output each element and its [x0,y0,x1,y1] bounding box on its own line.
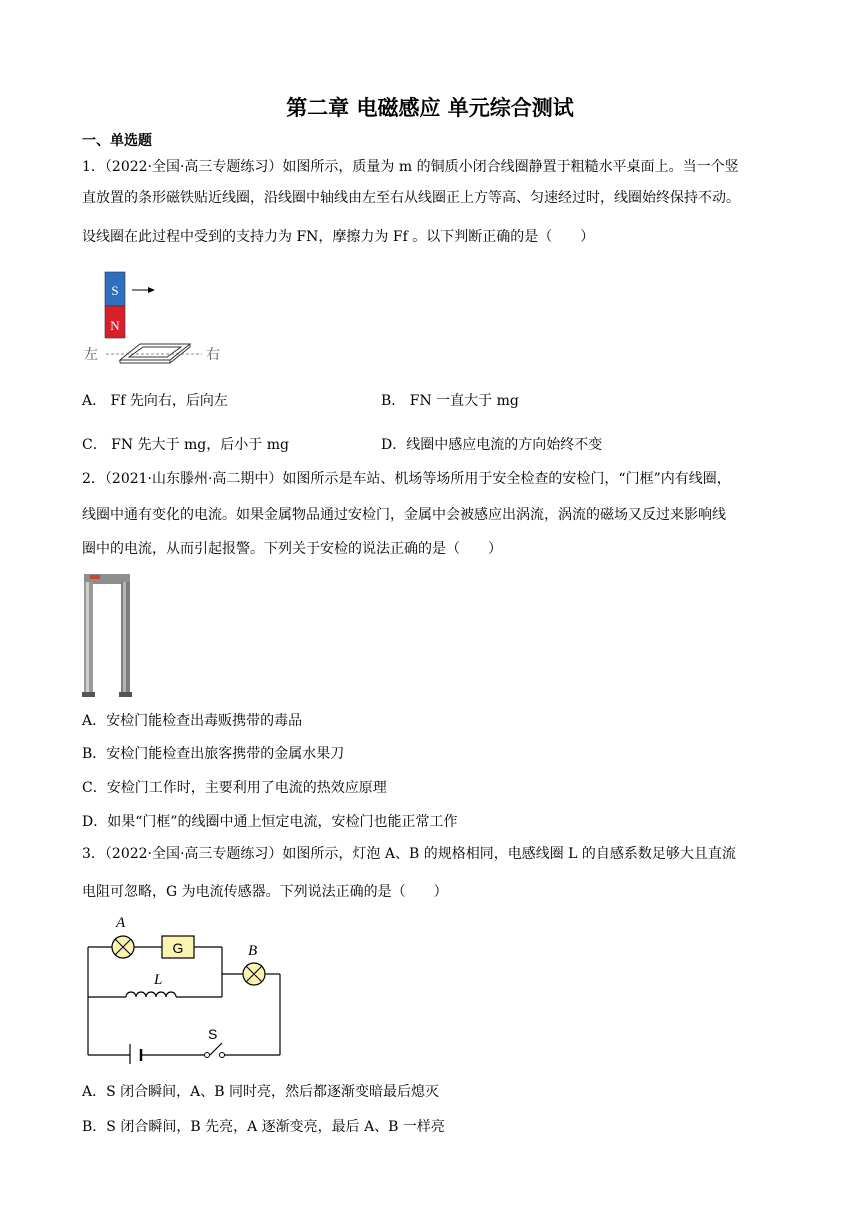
q3-line-1: 3．（2022·全国·高三专题练习）如图所示，灯泡 A、B 的规格相同，电感线圈 L 的自感系数足够大且直流 [82,846,736,862]
section-heading: 一、单选题 [82,133,152,149]
page-title: 第二章 电磁感应 单元综合测试 [286,96,574,120]
right-label: 右 [206,347,220,363]
q1-option-d: D．线圈中感应电流的方向始终不变 [381,437,603,453]
label-l: L [154,972,163,988]
label-g: G [172,940,184,956]
q1-option-c: C． FN 先大于 mg，后小于 mg [82,437,289,453]
q1-magnet-figure [82,268,232,368]
q2-security-gate-image [82,572,134,698]
q2-option-a: A．安检门能检查出毒贩携带的毒品 [82,713,303,729]
q2-option-b: B．安检门能检查出旅客携带的金属水果刀 [82,746,345,762]
q2-line-2: 线圈中通有变化的电流。如果金属物品通过安检门，金属中会被感应出涡流，涡流的磁场又反过来影响线 [82,507,726,523]
q1-option-a: A． Ff 先向右，后向左 [82,393,228,409]
q1-line-1: 1．（2022·全国·高三专题练习）如图所示，质量为 m 的铜质小闭合线圈静置于粗糙水平桌面上。当一个竖 [82,159,739,175]
q3-option-a: A．S 闭合瞬间，A、B 同时亮，然后都逐渐变暗最后熄灭 [82,1084,439,1100]
coil-inner [129,347,181,357]
magnet-s-label: S [111,283,119,298]
q1-line-2: 直放置的条形磁铁贴近线圈，沿线圈中轴线由左至右从线圈正上方等高、匀速经过时，线圈始终保持不动。 [82,190,740,206]
q3-option-b: B．S 闭合瞬间，B 先亮，A 逐渐变亮，最后 A、B 一样亮 [82,1119,445,1135]
coil-outer [120,344,190,360]
q1-line-3: 设线圈在此过程中受到的支持力为 FN，摩擦力为 Ff 。以下判断正确的是（ ） [82,229,595,245]
magnet-n-label: N [110,318,120,333]
q2-line-1: 2．（2021·山东滕州·高二期中）如图所示是车站、机场等场所用于安全检查的安检门，“门框”内有线圈， [82,471,731,487]
label-b: B [248,943,258,959]
q1-option-b: B． FN 一直大于 mg [381,393,519,409]
left-label: 左 [84,347,98,363]
q2-line-3: 圈中的电流，从而引起报警。下列关于安检的说法正确的是（ ） [82,541,502,557]
label-s: S [208,1026,218,1042]
label-a: A [116,915,126,931]
q3-circuit-diagram [82,912,287,1064]
q2-option-c: C．安检门工作时，主要利用了电流的热效应原理 [82,780,387,796]
q3-line-2: 电阻可忽略，G 为电流传感器。下列说法正确的是（ ） [82,884,448,900]
q2-option-d: D．如果“门框”的线圈中通上恒定电流，安检门也能正常工作 [82,814,458,830]
